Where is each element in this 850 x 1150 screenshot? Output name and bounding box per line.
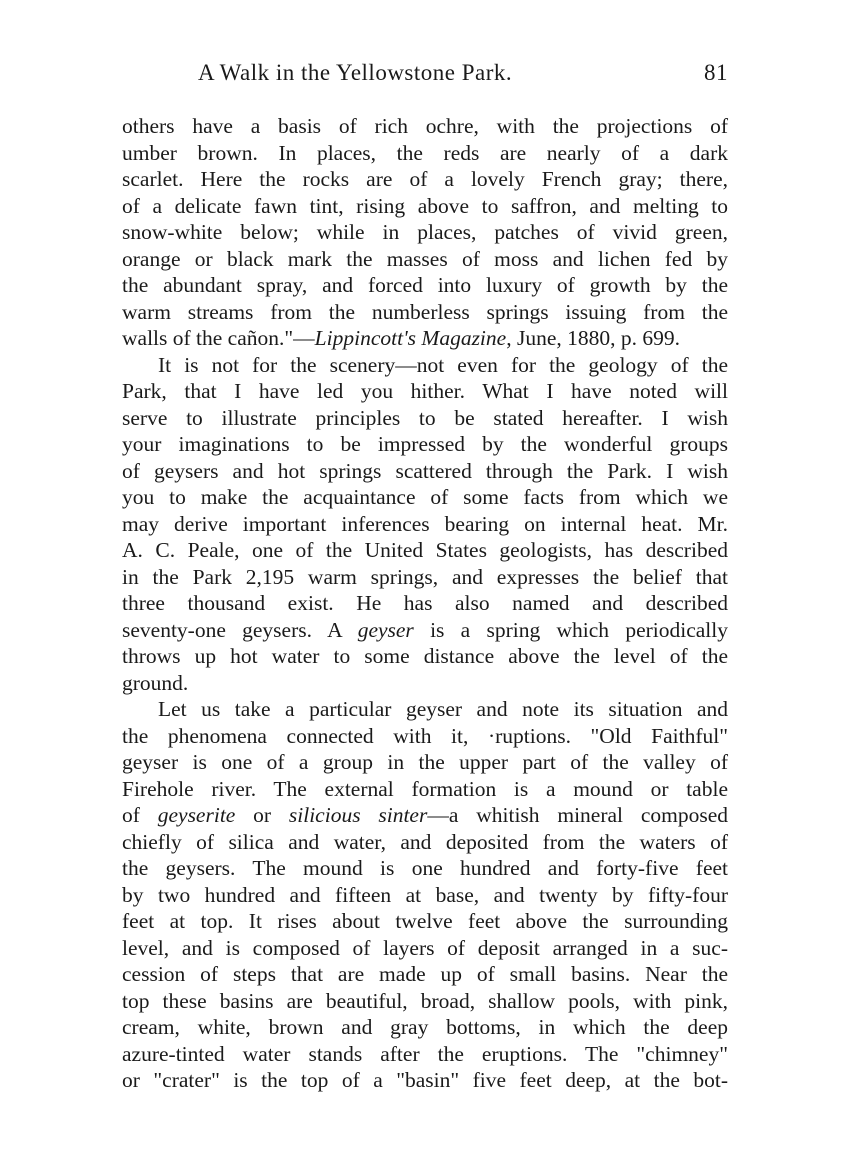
citation-lead: walls of the cañon."—: [122, 326, 315, 350]
text-line-geyser-definition: [122, 617, 728, 644]
text-line: azure-tinted water stands after the eruptions. The "chimney": [122, 1041, 728, 1066]
text-line: ground.: [122, 670, 189, 695]
text-line: umber brown. In places, the reds are nearly of a dark: [122, 140, 728, 165]
text-line: of a delicate fawn tint, rising above to saffron, and melting to: [122, 193, 728, 218]
definition-text: is a spring which periodically: [413, 617, 728, 642]
text-fragment: of: [122, 803, 158, 827]
term-silicious-sinter: silicious sinter: [288, 803, 428, 827]
text-line: cession of steps that are made up of small basins. Near the: [122, 962, 728, 986]
page-number: 81: [704, 60, 728, 85]
text-line: serve to illustrate principles to be stated hereafter. I wish: [122, 405, 728, 430]
text-line: feet at top. It rises about twelve feet above the surrounding: [122, 909, 728, 933]
body-text: [122, 113, 728, 1094]
text-line: snow-white below; while in places, patches of vivid green,: [122, 220, 728, 244]
text-line: throws up hot water to some distance above the level of the: [122, 644, 728, 668]
text-line: the phenomena connected with it, ·ruptions. "Old Faithful": [122, 723, 728, 748]
citation-source: Lippincott's Magazine: [314, 326, 507, 350]
text-line: the geysers. The mound is one hundred and forty-five feet: [122, 856, 728, 880]
text-line: Firehole river. The external formation is a mound or table: [122, 776, 728, 801]
text-line: orange or black mark the masses of moss and lichen fed by: [122, 246, 728, 271]
definition-lead: seventy-one geysers. A: [122, 617, 358, 642]
text-line: warm streams from the numberless springs issuing from the: [122, 299, 728, 324]
text-line: geyser is one of a group in the upper part of the valley of: [122, 750, 728, 774]
defined-term: geyser: [357, 617, 414, 642]
text-line: the abundant spray, and forced into luxury of growth by the: [122, 273, 728, 297]
text-line: your imaginations to be impressed by the wonderful groups: [122, 432, 728, 456]
text-line: of geysers and hot springs scattered through the Park. I wish: [122, 458, 728, 483]
text-line: A. C. Peale, one of the United States geologists, has described: [122, 538, 728, 562]
text-line-citation: [122, 325, 728, 352]
text-line: by two hundred and fifteen at base, and twenty by fifty-four: [122, 882, 728, 907]
paragraph-start-line: Let us take a particular geyser and note its situation and: [158, 697, 728, 721]
text-line: top these basins are beautiful, broad, shallow pools, with pink,: [122, 988, 728, 1013]
text-line: or "crater" is the top of a "basin" five feet deep, at the bot-: [122, 1068, 728, 1092]
text-line: cream, white, brown and gray bottoms, in which the deep: [122, 1015, 728, 1039]
running-head: [198, 60, 728, 94]
text-line: you to make the acquaintance of some facts from which we: [122, 485, 728, 509]
text-line: may derive important inferences bearing on internal heat. Mr.: [122, 511, 728, 536]
text-line: chiefly of silica and water, and deposited from the waters of: [122, 829, 728, 854]
running-head-title: A Walk in the Yellowstone Park.: [198, 60, 513, 85]
paragraph-start-line: It is not for the scenery—not even for the geology of the: [158, 352, 728, 377]
text-line: level, and is composed of layers of deposit arranged in a suc-: [122, 935, 728, 960]
text-fragment: —a whitish mineral composed: [427, 803, 728, 827]
text-line: scarlet. Here the rocks are of a lovely French gray; there,: [122, 167, 728, 191]
text-line: three thousand exist. He has also named and described: [122, 591, 728, 615]
text-line: Park, that I have led you hither. What I have noted will: [122, 379, 728, 403]
term-geyserite: geyserite: [157, 803, 236, 827]
text-line: others have a basis of rich ochre, with the projections of: [122, 114, 728, 138]
text-fragment: or: [235, 803, 289, 827]
text-line: in the Park 2,195 warm springs, and expresses the belief that: [122, 564, 728, 589]
text-line-geyserite: [122, 802, 728, 829]
citation-date: , June, 1880, p. 699.: [506, 326, 680, 350]
